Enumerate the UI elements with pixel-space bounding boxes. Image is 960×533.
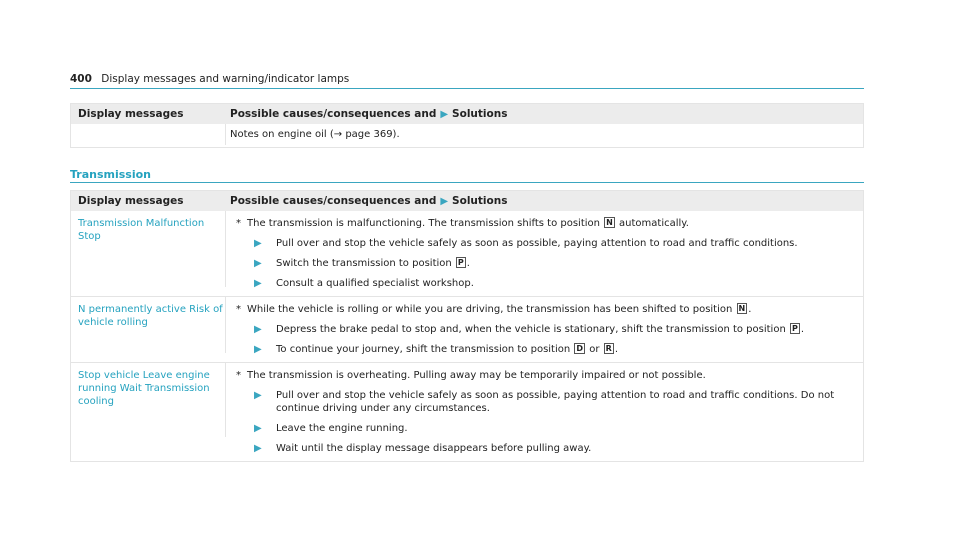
solution-step: ▶ To continue your journey, shift the transmission to position D or R . — [251, 343, 855, 356]
step-arrow-icon: ▶ — [254, 390, 262, 401]
col-causes-label: Possible causes/consequences and — [230, 108, 437, 120]
section-title: Transmission — [70, 168, 864, 183]
step-text: Consult a qualified specialist workshop. — [276, 278, 474, 289]
col-display-messages: Display messages — [78, 108, 184, 120]
step-text-or: or — [589, 344, 600, 355]
asterisk-icon: * — [236, 370, 241, 381]
step-arrow-icon: ▶ — [254, 278, 262, 289]
asterisk-icon: * — [236, 218, 241, 229]
col-display-messages: Display messages — [78, 195, 184, 207]
step-arrow-icon: ▶ — [254, 344, 262, 355]
cause-text: While the vehicle is rolling or while you are driving, the transmission has been shifted to position — [247, 304, 733, 315]
cause-text: The transmission is malfunctioning. The transmission shifts to position — [247, 218, 600, 229]
solution-arrow-icon: ▶ — [440, 196, 449, 207]
cause-line — [236, 369, 855, 382]
message-cell — [71, 124, 226, 145]
solution-step — [251, 442, 855, 455]
cause-line — [236, 217, 855, 230]
gear-n-icon: N — [738, 304, 746, 313]
solution-step — [251, 422, 855, 435]
solution-cell — [226, 297, 863, 362]
cause-text-end: automatically. — [619, 218, 689, 229]
col-solutions-label: Solutions — [452, 108, 508, 120]
table-transmission — [70, 190, 864, 462]
step-text: To continue your journey, shift the transmission to position — [276, 344, 571, 355]
gear-r-icon: R — [605, 344, 612, 353]
page-ref-arrow-icon: → — [333, 129, 343, 140]
solution-step — [251, 237, 855, 250]
col-causes-label: Possible causes/consequences and — [230, 195, 437, 207]
gear-d-icon: D — [576, 344, 584, 353]
solution-cell — [226, 363, 863, 461]
step-arrow-icon: ▶ — [254, 324, 262, 335]
step-text: Wait until the display message disappears before pulling away. — [276, 443, 592, 454]
step-arrow-icon: ▶ — [254, 238, 262, 249]
message-cell: N permanently active Risk of vehicle rolling — [71, 297, 226, 353]
table-row — [71, 362, 863, 461]
page-ref-link[interactable]: page 369). — [342, 129, 400, 140]
table-engine-oil — [70, 103, 864, 148]
page-number: 400 — [70, 73, 92, 85]
message-cell: Transmission Malfunction Stop — [71, 211, 226, 287]
solution-step — [251, 389, 855, 415]
message-cell: Stop vehicle Leave engine running Wait Transmission cooling — [71, 363, 226, 437]
solution-step: ▶ Depress the brake pedal to stop and, when the vehicle is stationary, shift the transmission to position P . — [251, 323, 855, 336]
solution-cell — [226, 124, 863, 147]
page-header — [70, 72, 864, 89]
col-causes-solutions — [226, 104, 863, 124]
solution-step: ▶ Switch the transmission to position P . — [251, 257, 855, 270]
step-text: Leave the engine running. — [276, 423, 408, 434]
oil-note-text: Notes on engine oil ( — [230, 129, 334, 140]
asterisk-icon: * — [236, 304, 241, 315]
step-arrow-icon: ▶ — [254, 423, 262, 434]
step-text: Pull over and stop the vehicle safely as soon as possible, paying attention to road and traffic conditions. Do not continue driving under any circumstances. — [276, 390, 835, 414]
table-row — [71, 296, 863, 362]
step-text: Depress the brake pedal to stop and, when the vehicle is stationary, shift the transmission to position — [276, 324, 786, 335]
table-header — [71, 191, 863, 211]
col-solutions-label: Solutions — [452, 195, 508, 207]
solution-step — [251, 277, 855, 290]
gear-n-icon: N — [606, 218, 613, 227]
page-header-title: Display messages and warning/indicator lamps — [101, 73, 350, 85]
step-arrow-icon: ▶ — [254, 443, 262, 454]
table-row — [71, 124, 863, 147]
col-causes-solutions — [226, 191, 863, 211]
solution-arrow-icon: ▶ — [440, 109, 449, 120]
table-header — [71, 104, 863, 124]
step-text: Pull over and stop the vehicle safely as soon as possible, paying attention to road and traffic conditions. — [276, 238, 798, 249]
table-row — [71, 211, 863, 296]
gear-p-icon: P — [457, 258, 464, 267]
step-arrow-icon: ▶ — [254, 258, 262, 269]
gear-p-icon: P — [791, 324, 798, 333]
cause-line: * While the vehicle is rolling or while you are driving, the transmission has been shifted to position N . — [236, 304, 752, 315]
step-text: Switch the transmission to position — [276, 258, 452, 269]
cause-text: The transmission is overheating. Pulling away may be temporarily impaired or not possible. — [247, 370, 706, 381]
solution-cell — [226, 211, 863, 296]
